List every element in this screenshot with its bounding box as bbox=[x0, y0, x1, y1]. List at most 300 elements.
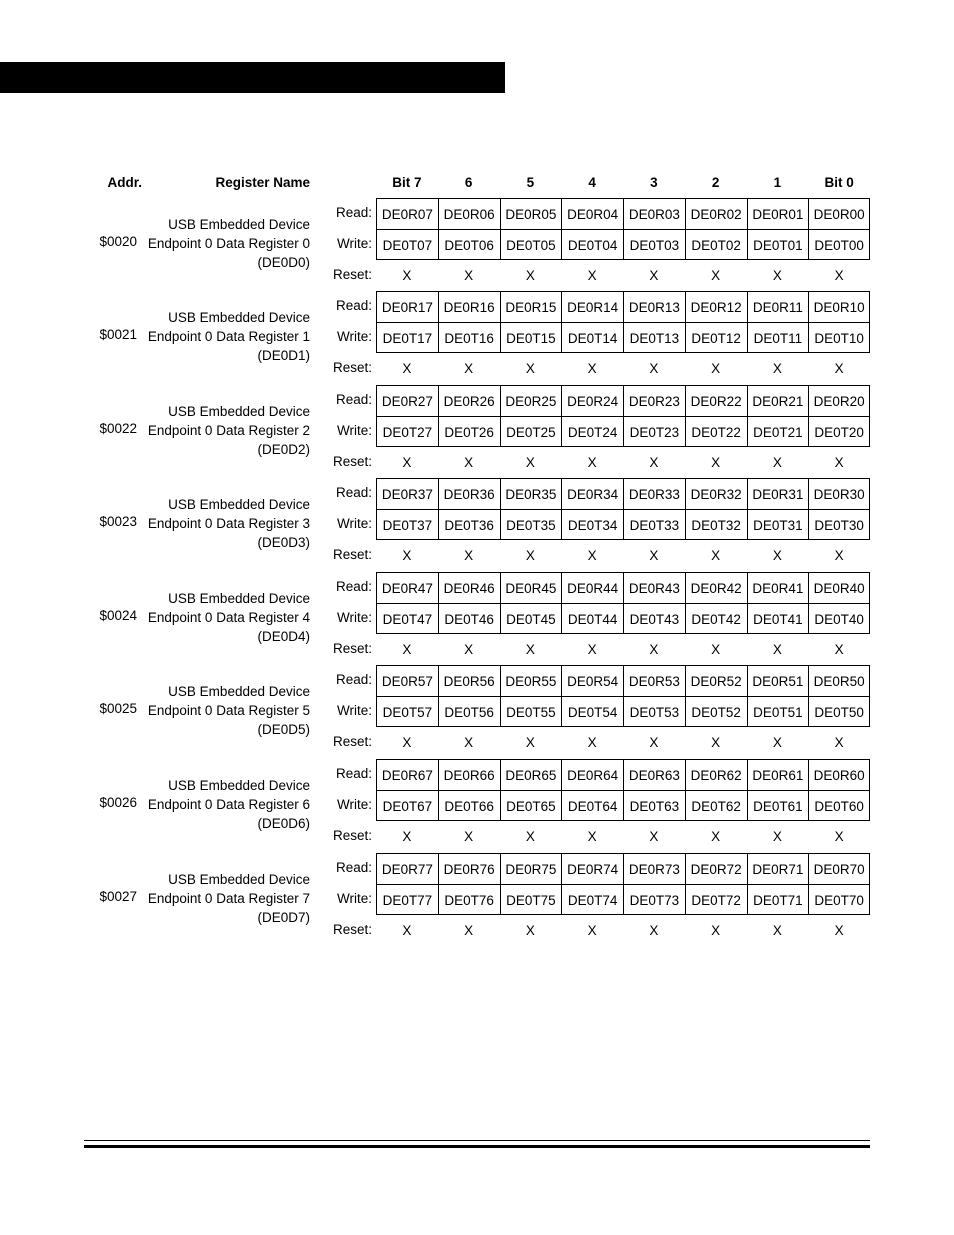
read-bit-cell: DE0R41 bbox=[747, 572, 809, 603]
reset-row bbox=[330, 821, 870, 852]
reset-cells bbox=[376, 353, 870, 384]
register-block bbox=[0, 385, 954, 479]
reset-label: Reset: bbox=[332, 547, 372, 562]
reset-bit-cell: X bbox=[464, 268, 474, 283]
write-row bbox=[330, 229, 870, 260]
register-address: $0026 bbox=[99, 795, 137, 810]
write-bit-cell: DE0T52 bbox=[685, 696, 747, 727]
write-bit-cell: DE0T54 bbox=[561, 696, 623, 727]
read-bit-cell: DE0R73 bbox=[623, 853, 685, 884]
read-bit-cell: DE0R30 bbox=[808, 478, 870, 509]
read-row bbox=[330, 385, 870, 416]
read-label: Read: bbox=[335, 860, 372, 875]
reset-bit-cell: X bbox=[834, 642, 844, 657]
write-bit-cell: DE0T34 bbox=[561, 509, 623, 540]
reset-bit-cell: X bbox=[464, 548, 474, 563]
write-cells bbox=[376, 603, 870, 634]
read-bit-cell: DE0R45 bbox=[500, 572, 562, 603]
write-bit-cell: DE0T70 bbox=[808, 884, 870, 915]
write-row bbox=[330, 509, 870, 540]
write-bit-cell: DE0T45 bbox=[500, 603, 562, 634]
write-row bbox=[330, 416, 870, 447]
read-bit-cell: DE0R53 bbox=[623, 665, 685, 696]
bit-header: Bit 7 bbox=[392, 175, 422, 190]
register-address: $0027 bbox=[99, 889, 137, 904]
reset-bit-cell: X bbox=[649, 923, 659, 938]
reset-bit-cell: X bbox=[772, 642, 782, 657]
read-bit-cell: DE0R72 bbox=[685, 853, 747, 884]
reset-bit-cell: X bbox=[587, 268, 597, 283]
read-row bbox=[330, 198, 870, 229]
reset-bit-cell: X bbox=[711, 642, 721, 657]
write-bit-cell: DE0T57 bbox=[376, 696, 438, 727]
reset-bit-cell: X bbox=[772, 923, 782, 938]
register-address: $0025 bbox=[99, 701, 137, 716]
reset-row bbox=[330, 447, 870, 478]
register-name-line: (DE0D1) bbox=[257, 348, 310, 363]
register-name-line: (DE0D7) bbox=[257, 910, 310, 925]
reset-bit-cell: X bbox=[402, 829, 412, 844]
reset-bit-cell: X bbox=[402, 361, 412, 376]
register-name bbox=[130, 495, 310, 552]
register-name-line: USB Embedded Device bbox=[168, 404, 310, 419]
register-name-line: (DE0D4) bbox=[257, 629, 310, 644]
footer-rule-thick bbox=[84, 1145, 870, 1148]
reset-row bbox=[330, 353, 870, 384]
write-bit-cell: DE0T60 bbox=[808, 790, 870, 821]
register-name bbox=[130, 870, 310, 927]
reset-bit-cell: X bbox=[587, 735, 597, 750]
read-bit-cell: DE0R03 bbox=[623, 198, 685, 229]
reset-bit-cell: X bbox=[464, 829, 474, 844]
register-name bbox=[130, 776, 310, 833]
reset-cells bbox=[376, 915, 870, 946]
read-bit-cell: DE0R52 bbox=[685, 665, 747, 696]
register-name-line: USB Embedded Device bbox=[168, 872, 310, 887]
read-bit-cell: DE0R31 bbox=[747, 478, 809, 509]
read-bit-cell: DE0R24 bbox=[561, 385, 623, 416]
bit-header: 4 bbox=[588, 175, 596, 190]
register-address: $0024 bbox=[99, 608, 137, 623]
read-cells bbox=[376, 665, 870, 696]
addr-column-header: Addr. bbox=[107, 175, 142, 190]
read-bit-cell: DE0R47 bbox=[376, 572, 438, 603]
bit-header: 6 bbox=[464, 175, 473, 190]
write-bit-cell: DE0T20 bbox=[808, 416, 870, 447]
write-bit-cell: DE0T40 bbox=[808, 603, 870, 634]
reset-bit-cell: X bbox=[711, 829, 721, 844]
write-bit-cell: DE0T37 bbox=[376, 509, 438, 540]
write-bit-cell: DE0T05 bbox=[500, 229, 562, 260]
reset-row bbox=[330, 260, 870, 291]
reset-bit-cell: X bbox=[587, 455, 597, 470]
reset-bit-cell: X bbox=[711, 923, 721, 938]
register-name bbox=[130, 308, 310, 365]
write-bit-cell: DE0T03 bbox=[623, 229, 685, 260]
write-row bbox=[330, 790, 870, 821]
write-label: Write: bbox=[336, 329, 372, 344]
reset-bit-cell: X bbox=[772, 829, 782, 844]
write-cells bbox=[376, 416, 870, 447]
reset-bit-cell: X bbox=[402, 548, 412, 563]
reset-bit-cell: X bbox=[649, 455, 659, 470]
write-bit-cell: DE0T47 bbox=[376, 603, 438, 634]
read-label: Read: bbox=[335, 392, 372, 407]
register-block bbox=[0, 572, 954, 666]
read-bit-cell: DE0R36 bbox=[438, 478, 500, 509]
write-bit-cell: DE0T31 bbox=[747, 509, 809, 540]
register-name bbox=[130, 682, 310, 739]
read-bit-cell: DE0R65 bbox=[500, 759, 562, 790]
reset-bit-cell: X bbox=[772, 548, 782, 563]
read-bit-cell: DE0R70 bbox=[808, 853, 870, 884]
write-cells bbox=[376, 884, 870, 915]
write-bit-cell: DE0T13 bbox=[623, 322, 685, 353]
reset-bit-cell: X bbox=[525, 455, 535, 470]
read-cells bbox=[376, 291, 870, 322]
read-bit-cell: DE0R32 bbox=[685, 478, 747, 509]
write-label: Write: bbox=[336, 236, 372, 251]
register-name-line: Endpoint 0 Data Register 0 bbox=[147, 236, 310, 251]
register-name-line: Endpoint 0 Data Register 5 bbox=[147, 703, 310, 718]
write-bit-cell: DE0T66 bbox=[438, 790, 500, 821]
write-bit-cell: DE0T04 bbox=[561, 229, 623, 260]
reset-label: Reset: bbox=[332, 267, 372, 282]
header-black-bar bbox=[0, 62, 505, 93]
reset-bit-cell: X bbox=[525, 361, 535, 376]
bit-header: 1 bbox=[773, 175, 782, 190]
write-bit-cell: DE0T64 bbox=[561, 790, 623, 821]
read-cells bbox=[376, 385, 870, 416]
reset-label: Reset: bbox=[332, 828, 372, 843]
footer-rule-thin bbox=[84, 1140, 870, 1141]
read-label: Read: bbox=[335, 766, 372, 781]
register-name-line: USB Embedded Device bbox=[168, 591, 310, 606]
read-bit-cell: DE0R33 bbox=[623, 478, 685, 509]
register-name-line: USB Embedded Device bbox=[168, 778, 310, 793]
write-bit-cell: DE0T77 bbox=[376, 884, 438, 915]
read-row bbox=[330, 665, 870, 696]
register-name-line: (DE0D2) bbox=[257, 442, 310, 457]
read-bit-cell: DE0R44 bbox=[561, 572, 623, 603]
reset-label: Reset: bbox=[332, 922, 372, 937]
register-block bbox=[0, 665, 954, 759]
write-bit-cell: DE0T73 bbox=[623, 884, 685, 915]
write-bit-cell: DE0T42 bbox=[685, 603, 747, 634]
write-bit-cell: DE0T65 bbox=[500, 790, 562, 821]
reset-label: Reset: bbox=[332, 734, 372, 749]
register-name-line: (DE0D3) bbox=[257, 535, 310, 550]
reset-bit-cell: X bbox=[834, 455, 844, 470]
reset-bit-cell: X bbox=[834, 923, 844, 938]
reset-label: Reset: bbox=[332, 360, 372, 375]
write-cells bbox=[376, 229, 870, 260]
bit-header: 5 bbox=[526, 175, 535, 190]
write-bit-cell: DE0T46 bbox=[438, 603, 500, 634]
read-cells bbox=[376, 853, 870, 884]
reset-bit-cell: X bbox=[587, 361, 597, 376]
reset-cells bbox=[376, 821, 870, 852]
reset-bit-cell: X bbox=[649, 642, 659, 657]
reset-bit-cell: X bbox=[525, 642, 535, 657]
write-bit-cell: DE0T33 bbox=[623, 509, 685, 540]
register-name bbox=[130, 589, 310, 646]
reset-bit-cell: X bbox=[464, 642, 474, 657]
write-bit-cell: DE0T06 bbox=[438, 229, 500, 260]
read-bit-cell: DE0R75 bbox=[500, 853, 562, 884]
reset-bit-cell: X bbox=[772, 361, 782, 376]
read-bit-cell: DE0R26 bbox=[438, 385, 500, 416]
read-bit-cell: DE0R02 bbox=[685, 198, 747, 229]
read-bit-cell: DE0R56 bbox=[438, 665, 500, 696]
register-name-line: (DE0D6) bbox=[257, 816, 310, 831]
bit-header: 2 bbox=[711, 175, 720, 190]
reset-row bbox=[330, 915, 870, 946]
reset-bit-cell: X bbox=[402, 455, 412, 470]
read-bit-cell: DE0R50 bbox=[808, 665, 870, 696]
write-bit-cell: DE0T62 bbox=[685, 790, 747, 821]
read-bit-cell: DE0R23 bbox=[623, 385, 685, 416]
reset-label: Reset: bbox=[332, 641, 372, 656]
write-bit-cell: DE0T25 bbox=[500, 416, 562, 447]
write-bit-cell: DE0T43 bbox=[623, 603, 685, 634]
read-bit-cell: DE0R13 bbox=[623, 291, 685, 322]
write-bit-cell: DE0T67 bbox=[376, 790, 438, 821]
write-bit-cell: DE0T11 bbox=[747, 322, 809, 353]
write-bit-cell: DE0T26 bbox=[438, 416, 500, 447]
read-bit-cell: DE0R71 bbox=[747, 853, 809, 884]
reset-bit-cell: X bbox=[525, 923, 535, 938]
reset-bit-cell: X bbox=[772, 455, 782, 470]
reset-bit-cell: X bbox=[587, 548, 597, 563]
register-name-line: (DE0D0) bbox=[257, 255, 310, 270]
bit-header: 3 bbox=[650, 175, 658, 190]
write-bit-cell: DE0T32 bbox=[685, 509, 747, 540]
read-bit-cell: DE0R00 bbox=[808, 198, 870, 229]
write-bit-cell: DE0T16 bbox=[438, 322, 500, 353]
write-bit-cell: DE0T36 bbox=[438, 509, 500, 540]
read-bit-cell: DE0R55 bbox=[500, 665, 562, 696]
write-bit-cell: DE0T71 bbox=[747, 884, 809, 915]
reset-cells bbox=[376, 540, 870, 571]
reset-bit-cell: X bbox=[402, 642, 412, 657]
write-row bbox=[330, 603, 870, 634]
write-bit-cell: DE0T63 bbox=[623, 790, 685, 821]
reset-bit-cell: X bbox=[649, 735, 659, 750]
read-bit-cell: DE0R57 bbox=[376, 665, 438, 696]
reset-bit-cell: X bbox=[402, 923, 412, 938]
read-label: Read: bbox=[335, 485, 372, 500]
write-bit-cell: DE0T14 bbox=[561, 322, 623, 353]
register-name-line: Endpoint 0 Data Register 1 bbox=[147, 329, 310, 344]
write-bit-cell: DE0T55 bbox=[500, 696, 562, 727]
reset-bit-cell: X bbox=[525, 548, 535, 563]
read-bit-cell: DE0R15 bbox=[500, 291, 562, 322]
write-cells bbox=[376, 322, 870, 353]
read-row bbox=[330, 759, 870, 790]
register-block bbox=[0, 853, 954, 947]
register-block bbox=[0, 291, 954, 385]
read-bit-cell: DE0R22 bbox=[685, 385, 747, 416]
write-label: Write: bbox=[336, 703, 372, 718]
read-bit-cell: DE0R43 bbox=[623, 572, 685, 603]
read-bit-cell: DE0R61 bbox=[747, 759, 809, 790]
register-name-line: USB Embedded Device bbox=[168, 497, 310, 512]
register-name-line: Endpoint 0 Data Register 6 bbox=[147, 797, 310, 812]
write-label: Write: bbox=[336, 516, 372, 531]
write-bit-cell: DE0T51 bbox=[747, 696, 809, 727]
reset-bit-cell: X bbox=[464, 923, 474, 938]
read-bit-cell: DE0R54 bbox=[561, 665, 623, 696]
read-bit-cell: DE0R07 bbox=[376, 198, 438, 229]
reset-bit-cell: X bbox=[711, 361, 721, 376]
register-block bbox=[0, 478, 954, 572]
write-row bbox=[330, 322, 870, 353]
register-name-line: USB Embedded Device bbox=[168, 217, 310, 232]
write-bit-cell: DE0T07 bbox=[376, 229, 438, 260]
reset-cells bbox=[376, 634, 870, 665]
write-row bbox=[330, 884, 870, 915]
write-bit-cell: DE0T21 bbox=[747, 416, 809, 447]
read-label: Read: bbox=[335, 298, 372, 313]
write-bit-cell: DE0T12 bbox=[685, 322, 747, 353]
read-bit-cell: DE0R25 bbox=[500, 385, 562, 416]
reset-bit-cell: X bbox=[649, 361, 659, 376]
reset-bit-cell: X bbox=[649, 548, 659, 563]
reset-bit-cell: X bbox=[711, 268, 721, 283]
write-bit-cell: DE0T23 bbox=[623, 416, 685, 447]
read-label: Read: bbox=[335, 205, 372, 220]
reset-cells bbox=[376, 727, 870, 758]
reset-bit-cell: X bbox=[587, 923, 597, 938]
write-label: Write: bbox=[336, 891, 372, 906]
reset-bit-cell: X bbox=[711, 548, 721, 563]
reset-bit-cell: X bbox=[402, 268, 412, 283]
register-address: $0023 bbox=[99, 514, 137, 529]
reset-bit-cell: X bbox=[834, 829, 844, 844]
reset-bit-cell: X bbox=[711, 735, 721, 750]
read-bit-cell: DE0R63 bbox=[623, 759, 685, 790]
reset-bit-cell: X bbox=[649, 268, 659, 283]
register-address: $0020 bbox=[99, 234, 137, 249]
read-bit-cell: DE0R66 bbox=[438, 759, 500, 790]
read-bit-cell: DE0R04 bbox=[561, 198, 623, 229]
read-bit-cell: DE0R76 bbox=[438, 853, 500, 884]
reset-bit-cell: X bbox=[587, 829, 597, 844]
read-bit-cell: DE0R42 bbox=[685, 572, 747, 603]
read-bit-cell: DE0R67 bbox=[376, 759, 438, 790]
read-bit-cell: DE0R37 bbox=[376, 478, 438, 509]
write-label: Write: bbox=[336, 797, 372, 812]
read-bit-cell: DE0R12 bbox=[685, 291, 747, 322]
write-bit-cell: DE0T24 bbox=[561, 416, 623, 447]
reset-row bbox=[330, 634, 870, 665]
register-name bbox=[130, 215, 310, 272]
read-cells bbox=[376, 572, 870, 603]
reset-bit-cell: X bbox=[464, 735, 474, 750]
read-bit-cell: DE0R06 bbox=[438, 198, 500, 229]
read-label: Read: bbox=[335, 672, 372, 687]
reset-bit-cell: X bbox=[525, 829, 535, 844]
reset-bit-cell: X bbox=[834, 548, 844, 563]
read-bit-cell: DE0R10 bbox=[808, 291, 870, 322]
read-bit-cell: DE0R16 bbox=[438, 291, 500, 322]
read-bit-cell: DE0R51 bbox=[747, 665, 809, 696]
write-label: Write: bbox=[336, 423, 372, 438]
write-bit-cell: DE0T75 bbox=[500, 884, 562, 915]
write-bit-cell: DE0T10 bbox=[808, 322, 870, 353]
reset-bit-cell: X bbox=[402, 735, 412, 750]
read-bit-cell: DE0R20 bbox=[808, 385, 870, 416]
read-bit-cell: DE0R60 bbox=[808, 759, 870, 790]
read-row bbox=[330, 572, 870, 603]
write-cells bbox=[376, 696, 870, 727]
bit-header: Bit 0 bbox=[824, 175, 854, 190]
reset-bit-cell: X bbox=[772, 268, 782, 283]
reset-bit-cell: X bbox=[711, 455, 721, 470]
write-bit-cell: DE0T00 bbox=[808, 229, 870, 260]
write-bit-cell: DE0T72 bbox=[685, 884, 747, 915]
reset-bit-cell: X bbox=[649, 829, 659, 844]
reset-bit-cell: X bbox=[464, 361, 474, 376]
register-name-column-header: Register Name bbox=[215, 175, 310, 190]
write-bit-cell: DE0T56 bbox=[438, 696, 500, 727]
register-name-line: Endpoint 0 Data Register 2 bbox=[147, 423, 310, 438]
read-bit-cell: DE0R11 bbox=[747, 291, 809, 322]
read-bit-cell: DE0R27 bbox=[376, 385, 438, 416]
read-bit-cell: DE0R35 bbox=[500, 478, 562, 509]
reset-bit-cell: X bbox=[464, 455, 474, 470]
register-block bbox=[0, 759, 954, 853]
reset-bit-cell: X bbox=[525, 268, 535, 283]
register-name-line: USB Embedded Device bbox=[168, 684, 310, 699]
read-label: Read: bbox=[335, 579, 372, 594]
write-bit-cell: DE0T02 bbox=[685, 229, 747, 260]
register-name-line: Endpoint 0 Data Register 3 bbox=[147, 516, 310, 531]
read-cells bbox=[376, 198, 870, 229]
read-bit-cell: DE0R34 bbox=[561, 478, 623, 509]
write-bit-cell: DE0T30 bbox=[808, 509, 870, 540]
reset-row bbox=[330, 727, 870, 758]
write-bit-cell: DE0T15 bbox=[500, 322, 562, 353]
read-bit-cell: DE0R62 bbox=[685, 759, 747, 790]
write-bit-cell: DE0T22 bbox=[685, 416, 747, 447]
read-bit-cell: DE0R14 bbox=[561, 291, 623, 322]
read-bit-cell: DE0R77 bbox=[376, 853, 438, 884]
reset-cells bbox=[376, 447, 870, 478]
write-cells bbox=[376, 790, 870, 821]
bit-headers bbox=[376, 175, 870, 190]
write-bit-cell: DE0T44 bbox=[561, 603, 623, 634]
reset-bit-cell: X bbox=[772, 735, 782, 750]
write-bit-cell: DE0T41 bbox=[747, 603, 809, 634]
reset-bit-cell: X bbox=[834, 268, 844, 283]
reset-bit-cell: X bbox=[587, 642, 597, 657]
read-bit-cell: DE0R17 bbox=[376, 291, 438, 322]
register-address: $0022 bbox=[99, 421, 137, 436]
write-bit-cell: DE0T61 bbox=[747, 790, 809, 821]
read-bit-cell: DE0R21 bbox=[747, 385, 809, 416]
reset-bit-cell: X bbox=[525, 735, 535, 750]
reset-label: Reset: bbox=[332, 454, 372, 469]
write-bit-cell: DE0T76 bbox=[438, 884, 500, 915]
register-name-line: Endpoint 0 Data Register 4 bbox=[147, 610, 310, 625]
write-bit-cell: DE0T53 bbox=[623, 696, 685, 727]
write-row bbox=[330, 696, 870, 727]
reset-row bbox=[330, 540, 870, 571]
read-bit-cell: DE0R74 bbox=[561, 853, 623, 884]
reset-cells bbox=[376, 260, 870, 291]
